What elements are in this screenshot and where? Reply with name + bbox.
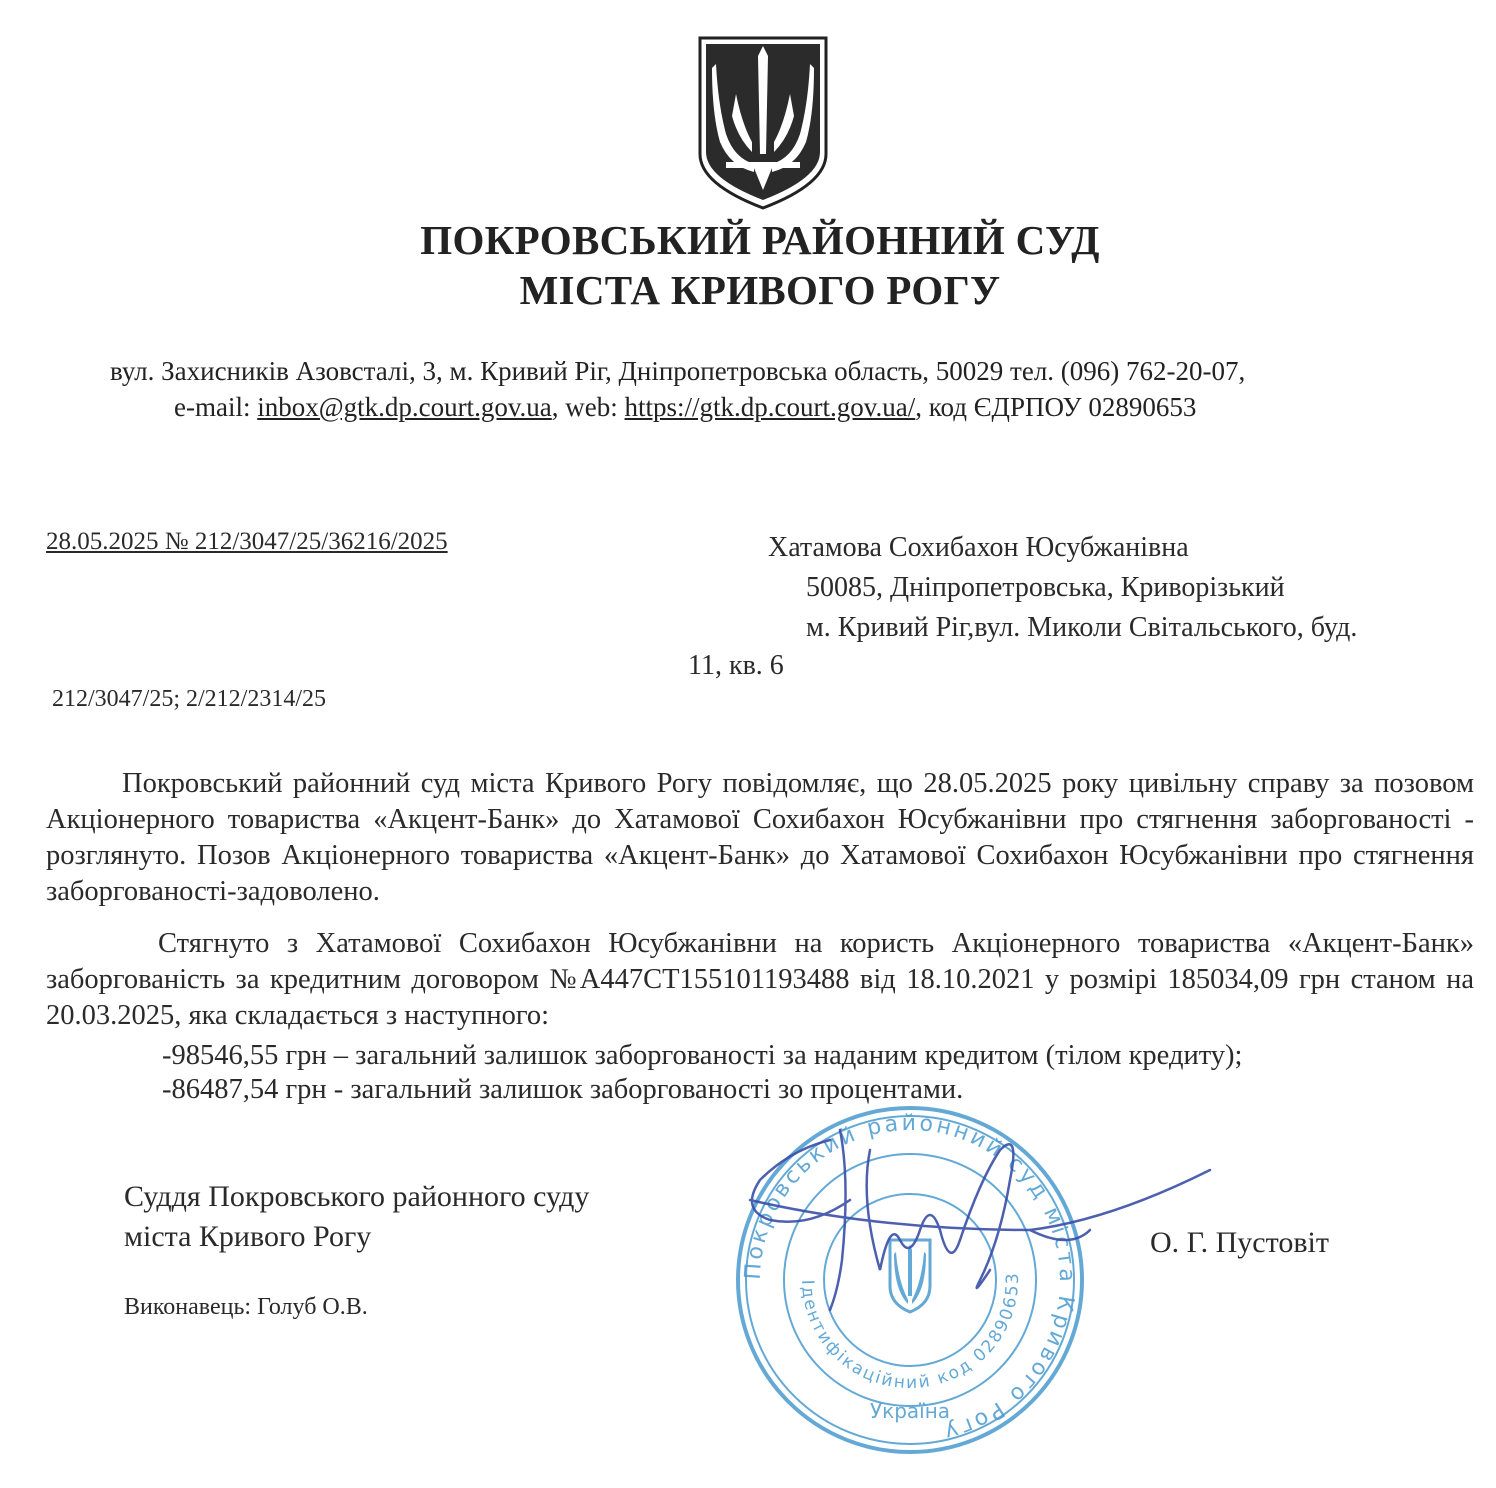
executor: Виконавець: Голуб О.В. — [124, 1294, 368, 1320]
paragraph-2-text: Стягнуто з Хатамової Сохибахон Юсубжанівни на користь Акціонерного товариства «Акцент-Банк» заборгованість за кредитним договором №A447CT155101193488 від 18.10.2021 у розмірі 185034,09 грн станом на 20.03.2025, яка складається з наступного: — [46, 928, 1474, 1031]
email-link[interactable]: inbox@gtk.dp.court.gov.ua — [257, 392, 552, 422]
debt-item-1: -98546,55 грн – загальний залишок заборгованості за наданим кредитом (тілом кредиту); — [162, 1040, 1243, 1071]
recipient-name: Хатамова Сохибахон Юсубжанівна — [768, 532, 1189, 563]
judge-title-line1: Суддя Покровського районного суду — [124, 1180, 590, 1213]
court-address: вул. Захисників Азовсталі, 3, м. Кривий Ріг, Дніпропетровська область, 50029 тел. (096) 762-20-07, — [110, 356, 1246, 386]
recipient-address-line3: 11, кв. 6 — [688, 650, 784, 681]
recipient-address-line1: 50085, Дніпропетровська, Криворізький — [806, 572, 1285, 603]
court-name-line2: МІСТА КРИВОГО РОГУ — [519, 267, 1001, 313]
email-label: e-mail: — [174, 392, 258, 422]
stamp-outer-text: Покровський районний суд міста Кривого Рогу — [740, 1110, 1080, 1446]
judge-signature-icon — [730, 1120, 1220, 1340]
recipient-address-line2: м. Кривий Ріг,вул. Миколи Світальського, буд. — [806, 612, 1358, 643]
body-paragraph-2 — [46, 926, 1474, 1034]
outgoing-reference: 28.05.2025 № 212/3047/25/36216/2025 — [46, 528, 448, 555]
case-numbers: 212/3047/25; 2/212/2314/25 — [52, 686, 327, 712]
web-label: , web: — [551, 392, 625, 422]
judge-name: О. Г. Пустовіт — [1150, 1226, 1329, 1259]
edrpou-code: , код ЄДРПОУ 02890653 — [915, 392, 1197, 422]
stamp-bottom-text: Україна — [869, 1399, 951, 1423]
stamp-inner-text: Ідентифікаційний код 02890653 — [796, 1271, 1024, 1394]
web-link[interactable]: https://gtk.dp.court.gov.ua/ — [624, 392, 916, 422]
debt-item-2: -86487,54 грн - загальний залишок заборгованості зо процентами. — [162, 1074, 964, 1105]
court-name-line1: ПОКРОВСЬКИЙ РАЙОННИЙ СУД — [420, 217, 1100, 263]
court-contacts — [174, 392, 1196, 423]
coat-of-arms-trident-icon — [696, 34, 830, 212]
judge-title-line2: міста Кривого Рогу — [124, 1220, 372, 1253]
body-paragraph-1 — [46, 766, 1474, 910]
paragraph-1-text: Покровський районний суд міста Кривого Рогу повідомляє, що 28.05.2025 року цивільну справу за позовом Акціонерного товариства «Акцент-Банк» до Хатамової Сохибахон Юсубжанівни про стягнення заборгованості - розглянуто. Позов Акціонерного товариства «Акцент-Банк» до Хатамової Сохибахон Юсубжанівни про стягнення заборгованості-задоволено. — [46, 768, 1474, 907]
